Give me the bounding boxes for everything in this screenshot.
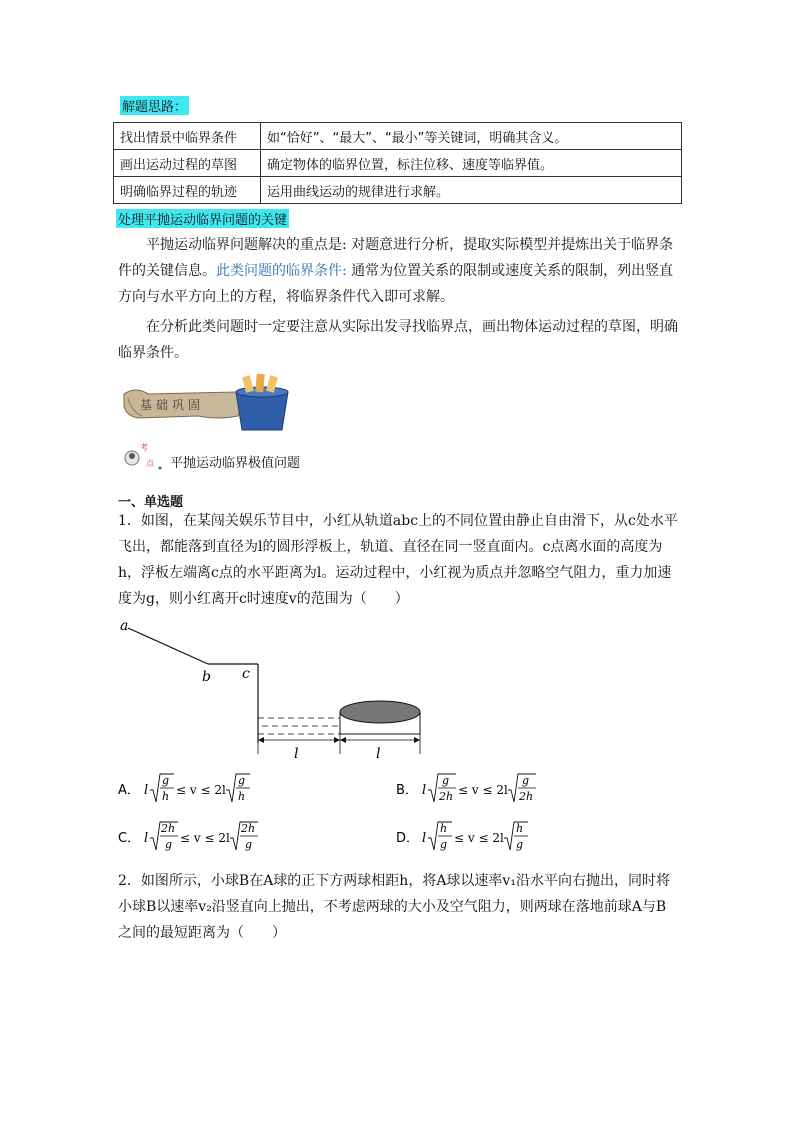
table-cell-desc: 确定物体的临界位置，标注位移、速度等临界值。 bbox=[261, 150, 682, 177]
option-b[interactable] bbox=[396, 770, 556, 812]
option-c-den-right: g bbox=[245, 838, 253, 851]
banner-jichugonggu bbox=[118, 372, 298, 432]
option-b-den-right: 2h bbox=[519, 790, 534, 803]
bucket-icon bbox=[236, 374, 288, 430]
section-title: 一、单选题 bbox=[118, 495, 184, 510]
option-d[interactable] bbox=[396, 818, 546, 860]
table-cell-desc: 如“恰好”、“最大”、“最小”等关键词，明确其含义。 bbox=[261, 123, 682, 150]
table-cell-step: 画出运动过程的草图 bbox=[114, 150, 261, 177]
option-d-num-right: h bbox=[516, 822, 524, 835]
table-cell-step: 明确临界过程的轨迹 bbox=[114, 177, 261, 204]
label-l-2: l bbox=[376, 746, 381, 762]
option-c[interactable] bbox=[118, 818, 278, 860]
label-l-1: l bbox=[294, 746, 299, 762]
label-c: c bbox=[242, 666, 250, 682]
option-a-num-left: g bbox=[162, 774, 170, 787]
float-board bbox=[340, 701, 420, 734]
option-b-den-left: 2h bbox=[439, 790, 454, 803]
option-a-den-left: h bbox=[162, 790, 170, 803]
kaodian-icon bbox=[120, 436, 166, 476]
table-row bbox=[114, 150, 682, 177]
question-1-diagram bbox=[116, 618, 436, 768]
key-heading: 处理平抛运动临界问题的关键 bbox=[116, 209, 289, 228]
question-2-text: 2．如图所示，小球B在A球的正下方两球相距h，将A球以速率v₁沿水平向右抛出，同时将小球B以速率v₂沿竖直向上抛出，不考虑两球的大小及空气阻力，则两球在落地前球A与B之间的最短距离为（ ） bbox=[118, 873, 670, 941]
question-1-text: 1．如图，在某闯关娱乐节目中，小红从轨道abc上的不同位置由静止自由滑下，从c处水平飞出，都能落到直径为l的圆形浮板上，轨道、直径在同一竖直面内。c点离水面的高度为h，浮板左端离c点的水平距离为l。运动过程中，小红视为质点并忽略空气阻力，重力加速度为g，则小红离开c时速度v的范围为（ ） bbox=[118, 513, 678, 607]
option-d-l: l bbox=[422, 831, 427, 846]
option-a-den-right: h bbox=[238, 790, 246, 803]
kaodian-icon-char-2: 点 bbox=[146, 459, 154, 468]
track-abc bbox=[128, 628, 258, 743]
option-d-num-left: h bbox=[440, 822, 448, 835]
option-a-mid: ≤ v ≤ 2l bbox=[176, 783, 226, 797]
option-d-den-right: g bbox=[516, 838, 524, 851]
option-b-num-left: g bbox=[442, 774, 450, 787]
option-c-num-left: 2h bbox=[161, 822, 176, 835]
option-a-l: l bbox=[144, 783, 149, 798]
option-c-den-left: g bbox=[165, 838, 173, 851]
option-d-letter: D． bbox=[396, 831, 420, 846]
option-d-mid: ≤ v ≤ 2l bbox=[454, 831, 504, 845]
option-c-num-right: 2h bbox=[241, 822, 256, 835]
kaodian-title: 平抛运动临界极值问题 bbox=[170, 456, 301, 471]
option-b-num-right: g bbox=[522, 774, 530, 787]
option-c-l: l bbox=[144, 831, 149, 846]
key-paragraph-2: 在分析此类问题时一定要注意从实际出发寻找临界点，画出物体运动过程的草图，明确临界条件。 bbox=[118, 319, 678, 361]
option-b-letter: B． bbox=[396, 783, 418, 798]
key-paragraph-1 bbox=[118, 232, 680, 310]
table-cell-desc: 运用曲线运动的规律进行求解。 bbox=[261, 177, 682, 204]
thinking-heading: 解题思路： bbox=[120, 96, 189, 115]
banner-label: 基础巩固 bbox=[140, 398, 205, 412]
key-paragraph-1-part2: 通常为位置关系的限制或速度关系的限制，列出竖直方向与水平方向上的方程，将临界条件代入即可求解。 bbox=[118, 263, 674, 305]
option-a[interactable] bbox=[118, 770, 268, 812]
key-paragraph-1-blue: 此类问题的临界条件: bbox=[216, 263, 347, 279]
table-cell-step: 找出情景中临界条件 bbox=[114, 123, 261, 150]
option-a-num-right: g bbox=[238, 774, 246, 787]
table-row bbox=[114, 177, 682, 204]
table-row bbox=[114, 123, 682, 150]
kaodian-icon-char-1: 考 bbox=[140, 443, 148, 452]
option-b-l: l bbox=[422, 783, 427, 798]
option-a-letter: A． bbox=[118, 783, 140, 798]
option-c-mid: ≤ v ≤ 2l bbox=[180, 831, 230, 845]
key-paragraph-1-part1: 平抛运动临界问题解决的重点是: 对题意进行分析，提取实际模型并提炼出关于临界条件的关键信息。 bbox=[118, 237, 674, 279]
label-a: a bbox=[120, 618, 129, 634]
thinking-table bbox=[113, 122, 682, 204]
label-b: b bbox=[202, 669, 211, 685]
option-c-letter: C． bbox=[118, 831, 141, 846]
option-b-mid: ≤ v ≤ 2l bbox=[458, 783, 508, 797]
option-d-den-left: g bbox=[440, 838, 448, 851]
